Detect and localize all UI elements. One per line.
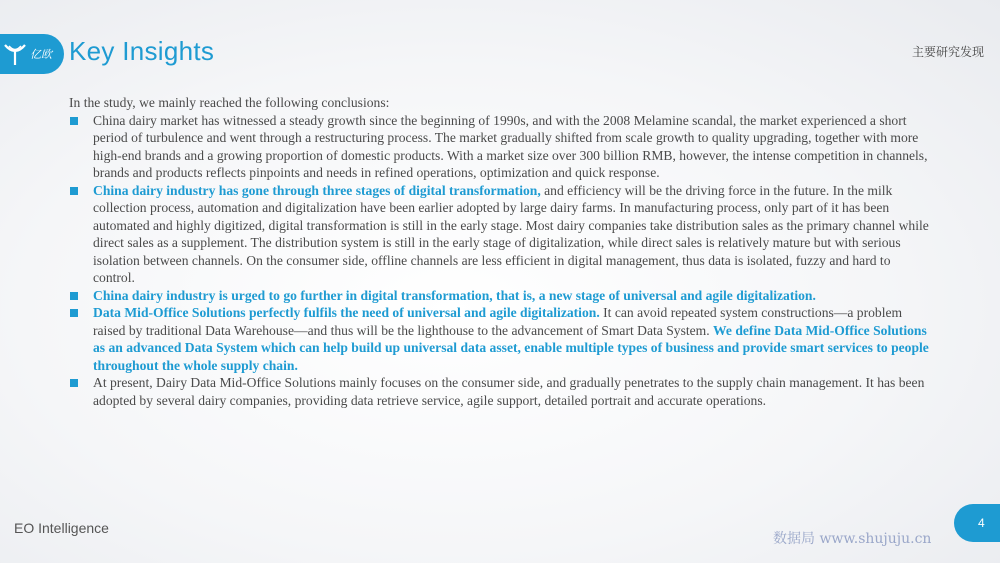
page-number: 4 bbox=[954, 504, 1000, 542]
bullet-text: China dairy market has witnessed a steady growth since the beginning of 1990s, and with the 2008 Melamine scandal, the market experienced a short period of turbulence and went through a restructuring process. The market gradually shifted from scale growth to quality upgrading, together with more high-end brands and a growing proportion of domestic products. With a market size over 300 billion RMB, however, the intense competition in channels, brands and products reflects pinpoints and needs in refined operations, optimization and quick response. bbox=[93, 112, 928, 180]
logo-text: 亿欧 bbox=[30, 48, 52, 61]
list-item bbox=[69, 112, 935, 182]
bullet-highlight: China dairy industry is urged to go further in digital transformation, that is, a new stage of universal and agile digitalization. bbox=[93, 287, 816, 303]
watermark: 数据局 www.shujuju.cn bbox=[773, 531, 932, 547]
bullet-text: At present, Dairy Data Mid-Office Solutions mainly focuses on the consumer side, and gradually penetrates to the supply chain management. It has been adopted by several dairy companies, providing data retrieve service, agile support, detailed portrait and accurate operations. bbox=[93, 375, 925, 408]
bullet-highlight: China dairy industry has gone through three stages of digital transformation, bbox=[93, 182, 541, 198]
eo-logo-icon bbox=[2, 41, 28, 67]
footer-brand: EO Intelligence bbox=[14, 520, 109, 536]
bullet-text: It can avoid repeated system constructions—a problem raised by traditional Data Warehouse—and thus will be the lighthouse to the advancement of Smart Data System. bbox=[93, 305, 903, 338]
section-label: 主要研究发现 bbox=[911, 45, 984, 59]
bullet-highlight: Data Mid-Office Solutions perfectly fulfils the need of universal and agile digitalization. bbox=[93, 305, 600, 320]
list-item bbox=[69, 304, 935, 374]
logo-tab bbox=[0, 34, 64, 74]
insights-list bbox=[69, 112, 935, 410]
list-item bbox=[69, 287, 935, 305]
bullet-text: and efficiency will be the driving force in the future. In the milk collection process, automation and digitalization have been earlier adopted by large dairy farms. In manufacturing process, only part of it has been automated and highly digitized, digital transformation is still in the early stage. Most dairy companies take distribution sales as the primary channel while direct sales as a supplement. The distribution system is still in the early stage of digitalization, while direct sales is relatively mature but with serious isolation between channels. On the consumer side, offline channels are less efficient in digital management, thus data is isolated, fuzzy and hard to control. bbox=[93, 182, 929, 285]
list-item bbox=[69, 374, 935, 409]
list-item bbox=[69, 182, 935, 287]
bullet-highlight: We define Data Mid-Office Solutions as an advanced Data System which can help build up universal data asset, enable multiple types of business and provide smart services to people throughout the whole supply chain. bbox=[93, 322, 929, 373]
page-title: Key Insights bbox=[69, 36, 215, 66]
intro-text: In the study, we mainly reached the following conclusions: bbox=[69, 95, 390, 110]
content-body bbox=[69, 94, 935, 409]
